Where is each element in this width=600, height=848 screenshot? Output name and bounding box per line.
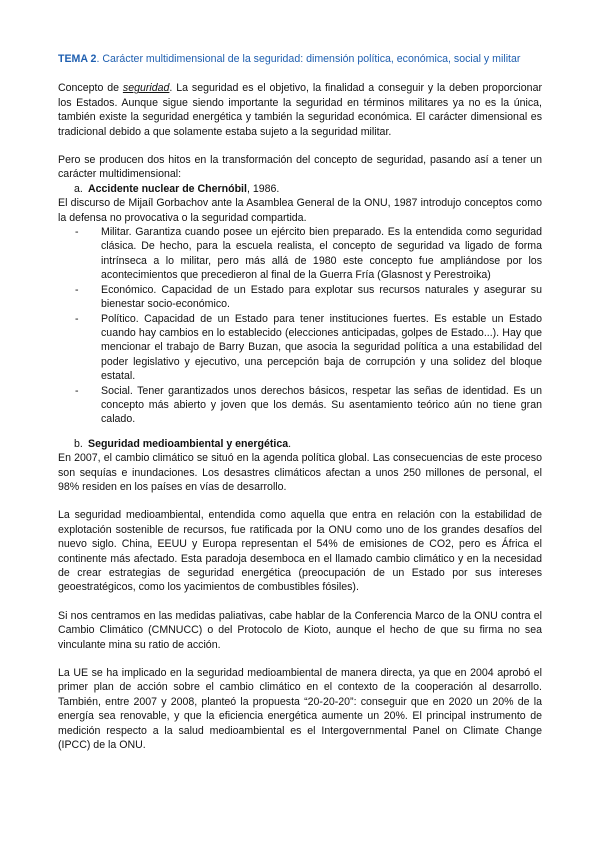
- list-dash: -: [75, 226, 79, 239]
- section-b-title: Seguridad medioambiental y energética: [88, 437, 289, 450]
- section-b-letter: b.: [74, 437, 83, 450]
- intro-term: seguridad: [122, 82, 170, 95]
- list-item-text: Social. Tener garantizados unos derechos básicos, respetar las señas de identidad. Es un concepto más abierto y joven que los demás. Su asentamiento teórico aún no tiene gran calado.: [101, 384, 542, 426]
- list-item-economico: [58, 283, 542, 312]
- list-dash: -: [75, 312, 79, 325]
- list-item-text: Económico. Capacidad de un Estado para explotar sus recursos naturales y asegurar su bienestar socio-económico.: [101, 283, 542, 311]
- section-b-paragraph-2: La seguridad medioambiental, entendida como aquella que entra en relación con la estabilidad de explotación sostenible de recursos, fue ratificada por la ONU como uno de los grandes desafíos del nuevo siglo. China, EEUU y Europa representan el 54% de emisiones de CO2, pero es África el continente más afectado. Esta paradoja desemboca en el llamado cambio climático y en la necesidad de crear estrategias de seguridad energética (preocupación de un Estado por sus intereses geoestratégicos, como los yacimientos de combustibles fósiles).: [58, 509, 542, 594]
- intro-prefix: Concepto de: [58, 82, 123, 95]
- section-a-title: Accidente nuclear de Chernóbil: [88, 182, 247, 195]
- title-label: TEMA 2: [58, 53, 97, 65]
- list-item-politico: [58, 312, 542, 384]
- section-a-suffix: , 1986.: [246, 182, 280, 195]
- title-text: . Carácter multidimensional de la seguridad: dimensión política, económica, social y militar: [96, 53, 521, 65]
- section-a-letter: a.: [74, 182, 83, 195]
- intro-text: . La seguridad es el objetivo, la finalidad a conseguir y la deben proporcionar los Estados. Aunque sigue siendo importante la seguridad en términos militares ya no es la única, también existe la seguridad energética y también la seguridad económica. El carácter dimensional es tradicional debido a que solamente estaba sujeto a la seguridad militar.: [58, 82, 542, 138]
- list-item-text: Político. Capacidad de un Estado para tener instituciones fuertes. Es estable un Estado cuando hay cambios en lo establecido (elecciones anticipadas, golpes de Estado...). Hay que mencionar el trabajo de Barry Buzan, que asocia la seguridad política a una estabilidad del poder legislativo y ejecutivo, una percepción baja de corrupción y una solidez del bloque estatal.: [101, 312, 542, 383]
- security-dimensions-list: [58, 225, 542, 427]
- intro-paragraph: [58, 81, 542, 139]
- list-item-text: Militar. Garantiza cuando posee un ejército bien preparado. Es la entendida como seguridad clásica. De hecho, para la escuela realista, el concepto de seguridad va ligado de forma intrínseca a lo militar, pero más allá de 1980 este concepto fue ampliándose por los acontecimientos que precedieron al final de la Guerra Fría (Glasnost y Perestroika): [101, 226, 542, 282]
- list-dash: -: [75, 283, 79, 296]
- page-title: [58, 52, 542, 66]
- section-b-suffix: .: [288, 437, 292, 450]
- section-b-paragraph-3: Si nos centramos en las medidas paliativas, cabe hablar de la Conferencia Marco de la ONU contra el Cambio Climático (CMNUCC) o del Protocolo de Kioto, aunque el hecho de que su firma no sea vinculante mina su ratio de acción.: [58, 609, 542, 651]
- list-item-social: [58, 384, 542, 427]
- section-a-paragraph: El discurso de Mijaíl Gorbachov ante la Asamblea General de la ONU, 1987 introdujo conceptos como la defensa no provocativa o la seguridad compartida.: [58, 197, 542, 224]
- section-b-heading: [74, 437, 542, 451]
- section-b-paragraph-4: La UE se ha implicado en la seguridad medioambiental de manera directa, ya que en 2004 aprobó el primer plan de acción sobre el cambio climático en el contexto de la cooperación al desarrollo. También, entre 2007 y 2008, planteó la propuesta “20-20-20”: conseguir que en 2020 un 20% de la energía sea renovable, y que la eficiencia energética aumente un 20%. El principal instrumento de medición respecto a la salud medioambiental es el Intergovernmental Panel on Climate Change (IPCC) de la ONU.: [58, 667, 542, 752]
- list-item-militar: [58, 225, 542, 283]
- document-page: [58, 52, 542, 752]
- section-a-heading: [74, 182, 542, 196]
- section-b-paragraph-1: En 2007, el cambio climático se situó en la agenda política global. Las consecuencias de este proceso son sequías e inundaciones. Los desastres climáticos afectan a unos 250 millones de personal, el 98% residen en los países en vías de desarrollo.: [58, 452, 542, 493]
- hitos-paragraph: Pero se producen dos hitos en la transformación del concepto de seguridad, pasando así a tener un carácter multidimensional:: [58, 154, 542, 181]
- list-dash: -: [75, 384, 79, 397]
